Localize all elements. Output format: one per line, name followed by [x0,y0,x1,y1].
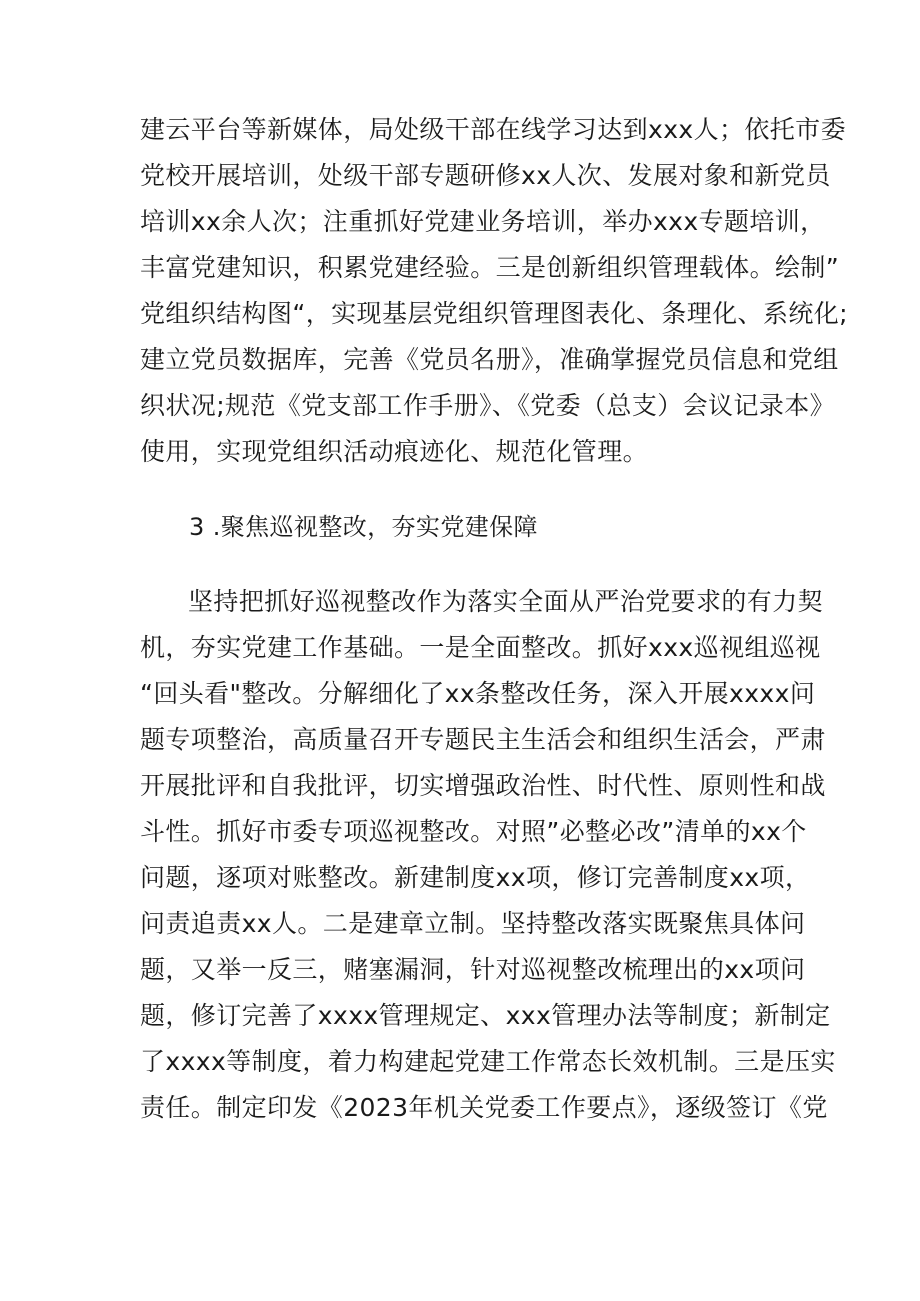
paragraph-line: 问责追责xx人。二是建章立制。坚持整改落实既聚焦具体问 [140,909,806,938]
paragraph-line: 培训xx余人次；注重抓好党建业务培训，举办xxx专题培训， [140,207,826,236]
paragraph-line: 坚持把抓好巡视整改作为落实全面从严治党要求的有力契 [188,587,824,616]
section-heading: 3 .聚焦巡视整改，夯实党建保障 [189,513,538,541]
paragraph-line: 党组织结构图“，实现基层党组织管理图表化、条理化、系统化; [140,299,848,328]
paragraph-line: 题，又举一反三，赌塞漏洞，针对巡视整改梳理出的xx项问 [140,955,806,984]
paragraph-line: 责任。制定印发《2023年机关党委工作要点》，逐级签订《党 [140,1093,828,1122]
paragraph-line: 问题，逐项对账整改。新建制度xx项，修订完善制度xx项， [140,863,811,892]
paragraph-line: 建立党员数据库，完善《党员名册》，准确掌握党员信息和党组 [140,345,839,374]
paragraph-line: 题，修订完善了xxxx管理规定、xxx管理办法等制度；新制定 [140,1001,831,1030]
paragraph-line: 使用，实现党组织活动痕迹化、规范化管理。 [140,437,649,466]
paragraph-line: 题专项整治，高质量召开专题民主生活会和组织生活会，严肃 [140,725,826,754]
paragraph-line: 机，夯实党建工作基础。一是全面整改。抓好xxx巡视组巡视 [140,633,821,662]
paragraph-line: 斗性。抓好市委专项巡视整改。对照”必整必改”清单的xx个 [140,817,807,846]
paragraph-line: 丰富党建知识，积累党建经验。三是创新组织管理载体。绘制” [140,253,840,282]
paragraph-line: 建云平台等新媒体，局处级干部在线学习达到xxx人；依托市委 [140,115,846,144]
paragraph-line: “回头看"整改。分解细化了xx条整改任务，深入开展xxxx问 [140,679,816,708]
paragraph-line: 开展批评和自我批评，切实增强政治性、时代性、原则性和战 [140,771,826,800]
paragraph-line: 了xxxx等制度，着力构建起党建工作常态长效机制。三是压实 [140,1047,836,1076]
paragraph-line: 织状况;规范《党支部工作手册》、《党委（总支）会议记录本》 [140,391,836,420]
paragraph-line: 党校开展培训，处级干部专题研修xx人次、发展对象和新党员 [140,161,831,190]
